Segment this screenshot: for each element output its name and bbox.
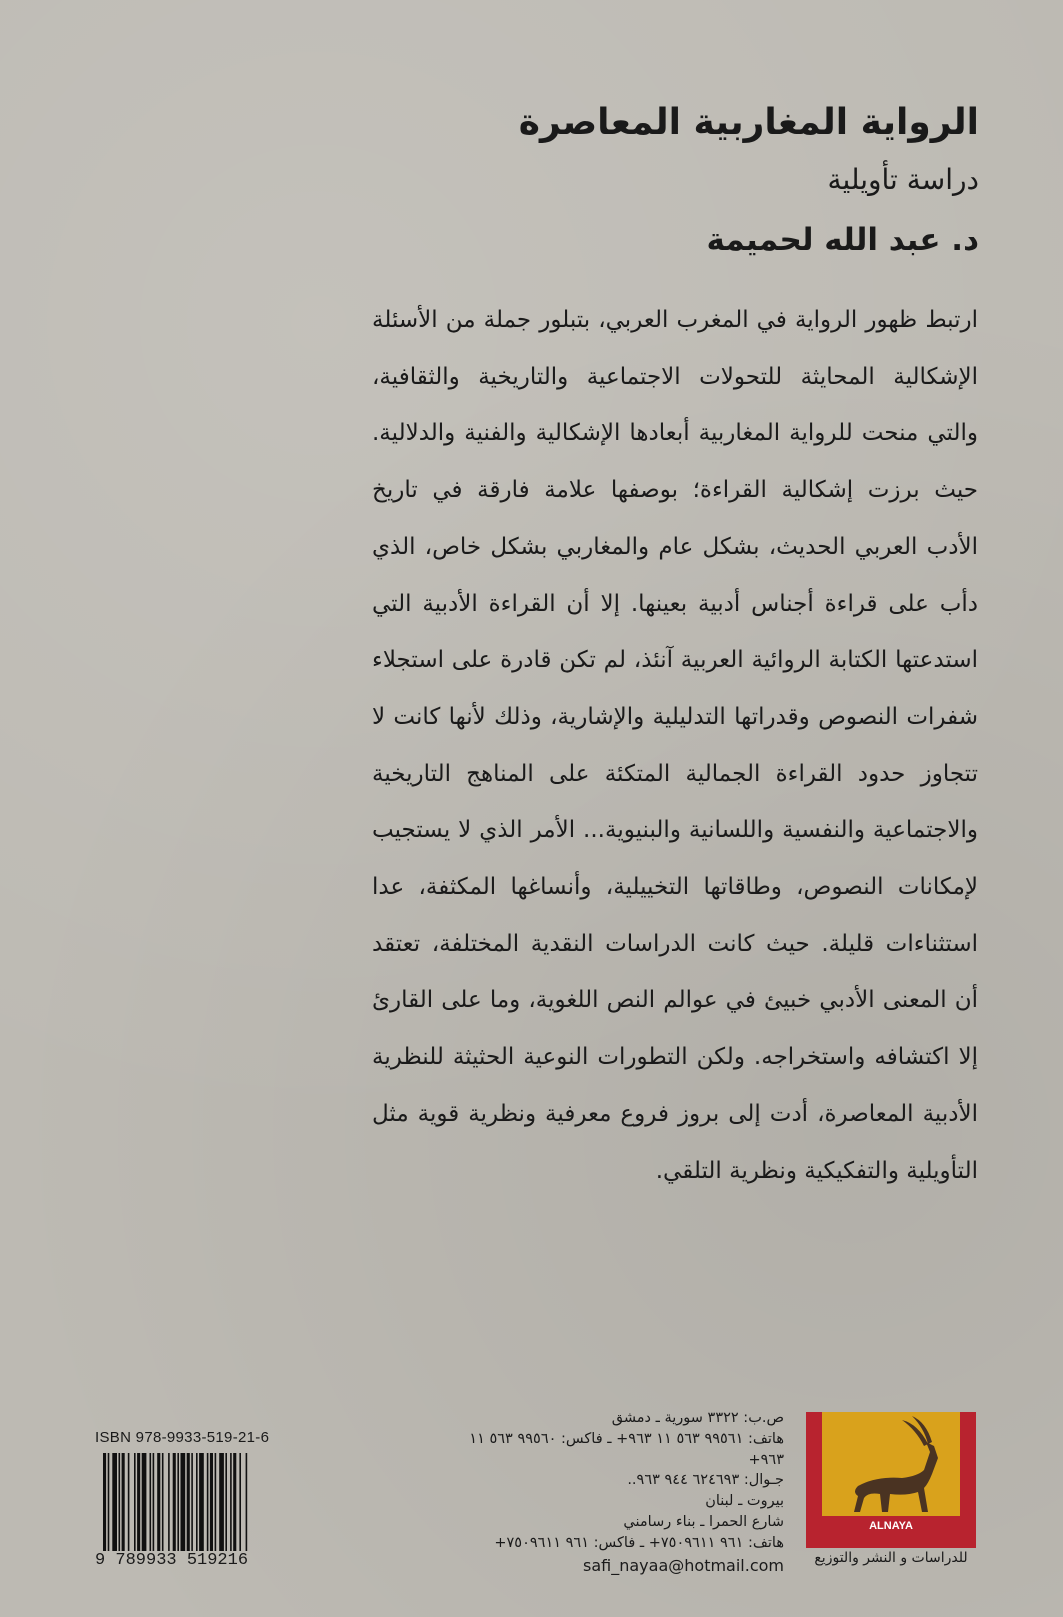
barcode-bar [230,1453,232,1551]
blurb-line: ارتبط ظهور الرواية في المغرب العربي، بتبلور جملة من [445,307,978,333]
barcode-bar [137,1453,140,1551]
contact-line: هاتف: ٩٩٥٦١ ٥٦٣ ١١ ٩٦٣+ ـ فاكس: ٩٩٥٦٠ ٥٦٣ ١١ ٩٦٣+ [469,1430,784,1468]
logo-wordmark: ALNAYA [869,1520,913,1532]
barcode-bar [233,1453,236,1551]
publisher-email: safi_nayaa@hotmail.com [583,1555,784,1575]
barcode-bar [112,1453,117,1551]
isbn-label: ISBN 978-9933-519-21-6 [95,1429,270,1446]
blurb-line: الأسئلة الإشكالية المحايثة للتحولات الاجتماعية [372,307,979,390]
blurb-line: المعاصرة، أدت إلى بروز فروع معرفية ونظرية قوية مثل [372,1100,914,1127]
logo-frame-bottom [806,1532,976,1548]
back-cover-blurb [372,292,978,1199]
barcode-bar [181,1453,186,1551]
contact-line: هاتف: ٩٦١ ٧٥٠٩٦١١+ ـ فاكس: ٩٦١ ٧٥٠٩٦١١+ [494,1534,784,1551]
blurb-line: الحديث، بشكل عام والمغاربي بشكل خاص، الذي دأب [372,533,979,617]
barcode-bar [210,1453,213,1551]
blurb-line: المكثفة، عدا استثناءات قليلة. حيث كانت الدراسات [372,874,979,957]
blurb-line: القراءة؛ بوصفها علامة فارقة في تاريخ الأدب العربي [372,477,979,560]
blurb-line: النقدية المختلفة، تعتقد أن المعنى الأدبي خبيئ في عوالم [372,930,979,1014]
barcode-bar [168,1453,170,1551]
barcode-bar [142,1453,147,1551]
barcode-digits: 9 789933 519216 [95,1551,249,1570]
contact-line: بيروت ـ لبنان [705,1493,784,1510]
barcode-bar [108,1453,110,1551]
barcode-bar [196,1453,198,1551]
blurb-line: والتاريخية والثقافية، والتي منحت للرواية المغاربية [372,363,978,447]
book-author: د. عبد الله لحميمة [706,222,979,258]
contact-line: شارع الحمرا ـ بناء رسامني [623,1513,784,1530]
barcode-bar [162,1453,164,1551]
barcode-bar [219,1453,224,1551]
barcode-bar [122,1453,125,1551]
barcode-bar [173,1453,176,1551]
barcode-bar [119,1453,121,1551]
barcode-bar [246,1453,248,1551]
blurb-line: على استجلاء شفرات النصوص وقدراتها التدليلية [372,647,978,730]
barcode-bar [187,1453,190,1551]
barcode-bar [191,1453,193,1551]
book-title: الرواية المغاربية المعاصرة [518,102,979,143]
logo-caption: للدراسات و النشر والتوزيع [814,1550,968,1566]
barcode-bar [225,1453,227,1551]
barcode-bar [128,1453,130,1551]
barcode-icon [95,1453,295,1551]
book-subtitle: دراسة تأويلية [827,163,979,196]
barcode-bar [153,1453,155,1551]
blurb-line: التأويلية والتفكيكية ونظرية التلقي. [655,1157,978,1184]
blurb-line: الجمالية المتكئة على المناهج التاريخية والاجتماعية [372,760,978,844]
isbn-barcode [95,1429,295,1579]
barcode-bar [215,1453,217,1551]
contact-line: ص.ب: ٣٣٢٢ سورية ـ دمشق [611,1410,784,1426]
barcode-bar [207,1453,209,1551]
contact-line: جـوال: ٦٢٤٦٩٣ ٩٤٤ ٩٦٣.. [627,1472,784,1489]
logo-frame-right [960,1412,976,1548]
barcode-bar [150,1453,152,1551]
barcode-bar [199,1453,204,1551]
barcode-bar [134,1453,136,1551]
barcode-bar [239,1453,241,1551]
publisher-logo [796,1412,986,1577]
blurb-line: والنفسية واللسانية والبنيوية... الأمر الذي لا يستجيب [372,817,865,844]
blurb-line: على قراءة أجناس أدبية بعينها. إلا أن القراءة الأدبية [422,590,929,617]
logo-frame-left [806,1412,822,1548]
gazelle-logo-icon [806,1412,976,1548]
blurb-line: التي استدعتها الكتابة الروائية العربية آنئذ، لم تكن قادرة [372,590,979,674]
barcode-bar [177,1453,179,1551]
blurb-line: النص اللغوية، وما على القارئ إلا اكتشافه واستخراجه. [372,987,979,1071]
logo-panel [822,1412,960,1516]
barcode-bar [157,1453,160,1551]
blurb-line: والإشارية، وذلك لأنها كانت لا تتجاوز حدود القراءة [372,703,979,787]
title-block [379,98,979,266]
blurb-line: ولكن التطورات النوعية الحثيثة للنظرية الأدبية [372,1044,978,1127]
barcode-bar [103,1453,106,1551]
blurb-line: أبعادها الإشكالية والفنية والدلالية. حيث برزت إشكالية [372,420,978,504]
publisher-contact [454,1408,784,1578]
blurb-line: لإمكانات النصوص، وطاقاتها التخييلية، وأنساغها [510,874,979,901]
